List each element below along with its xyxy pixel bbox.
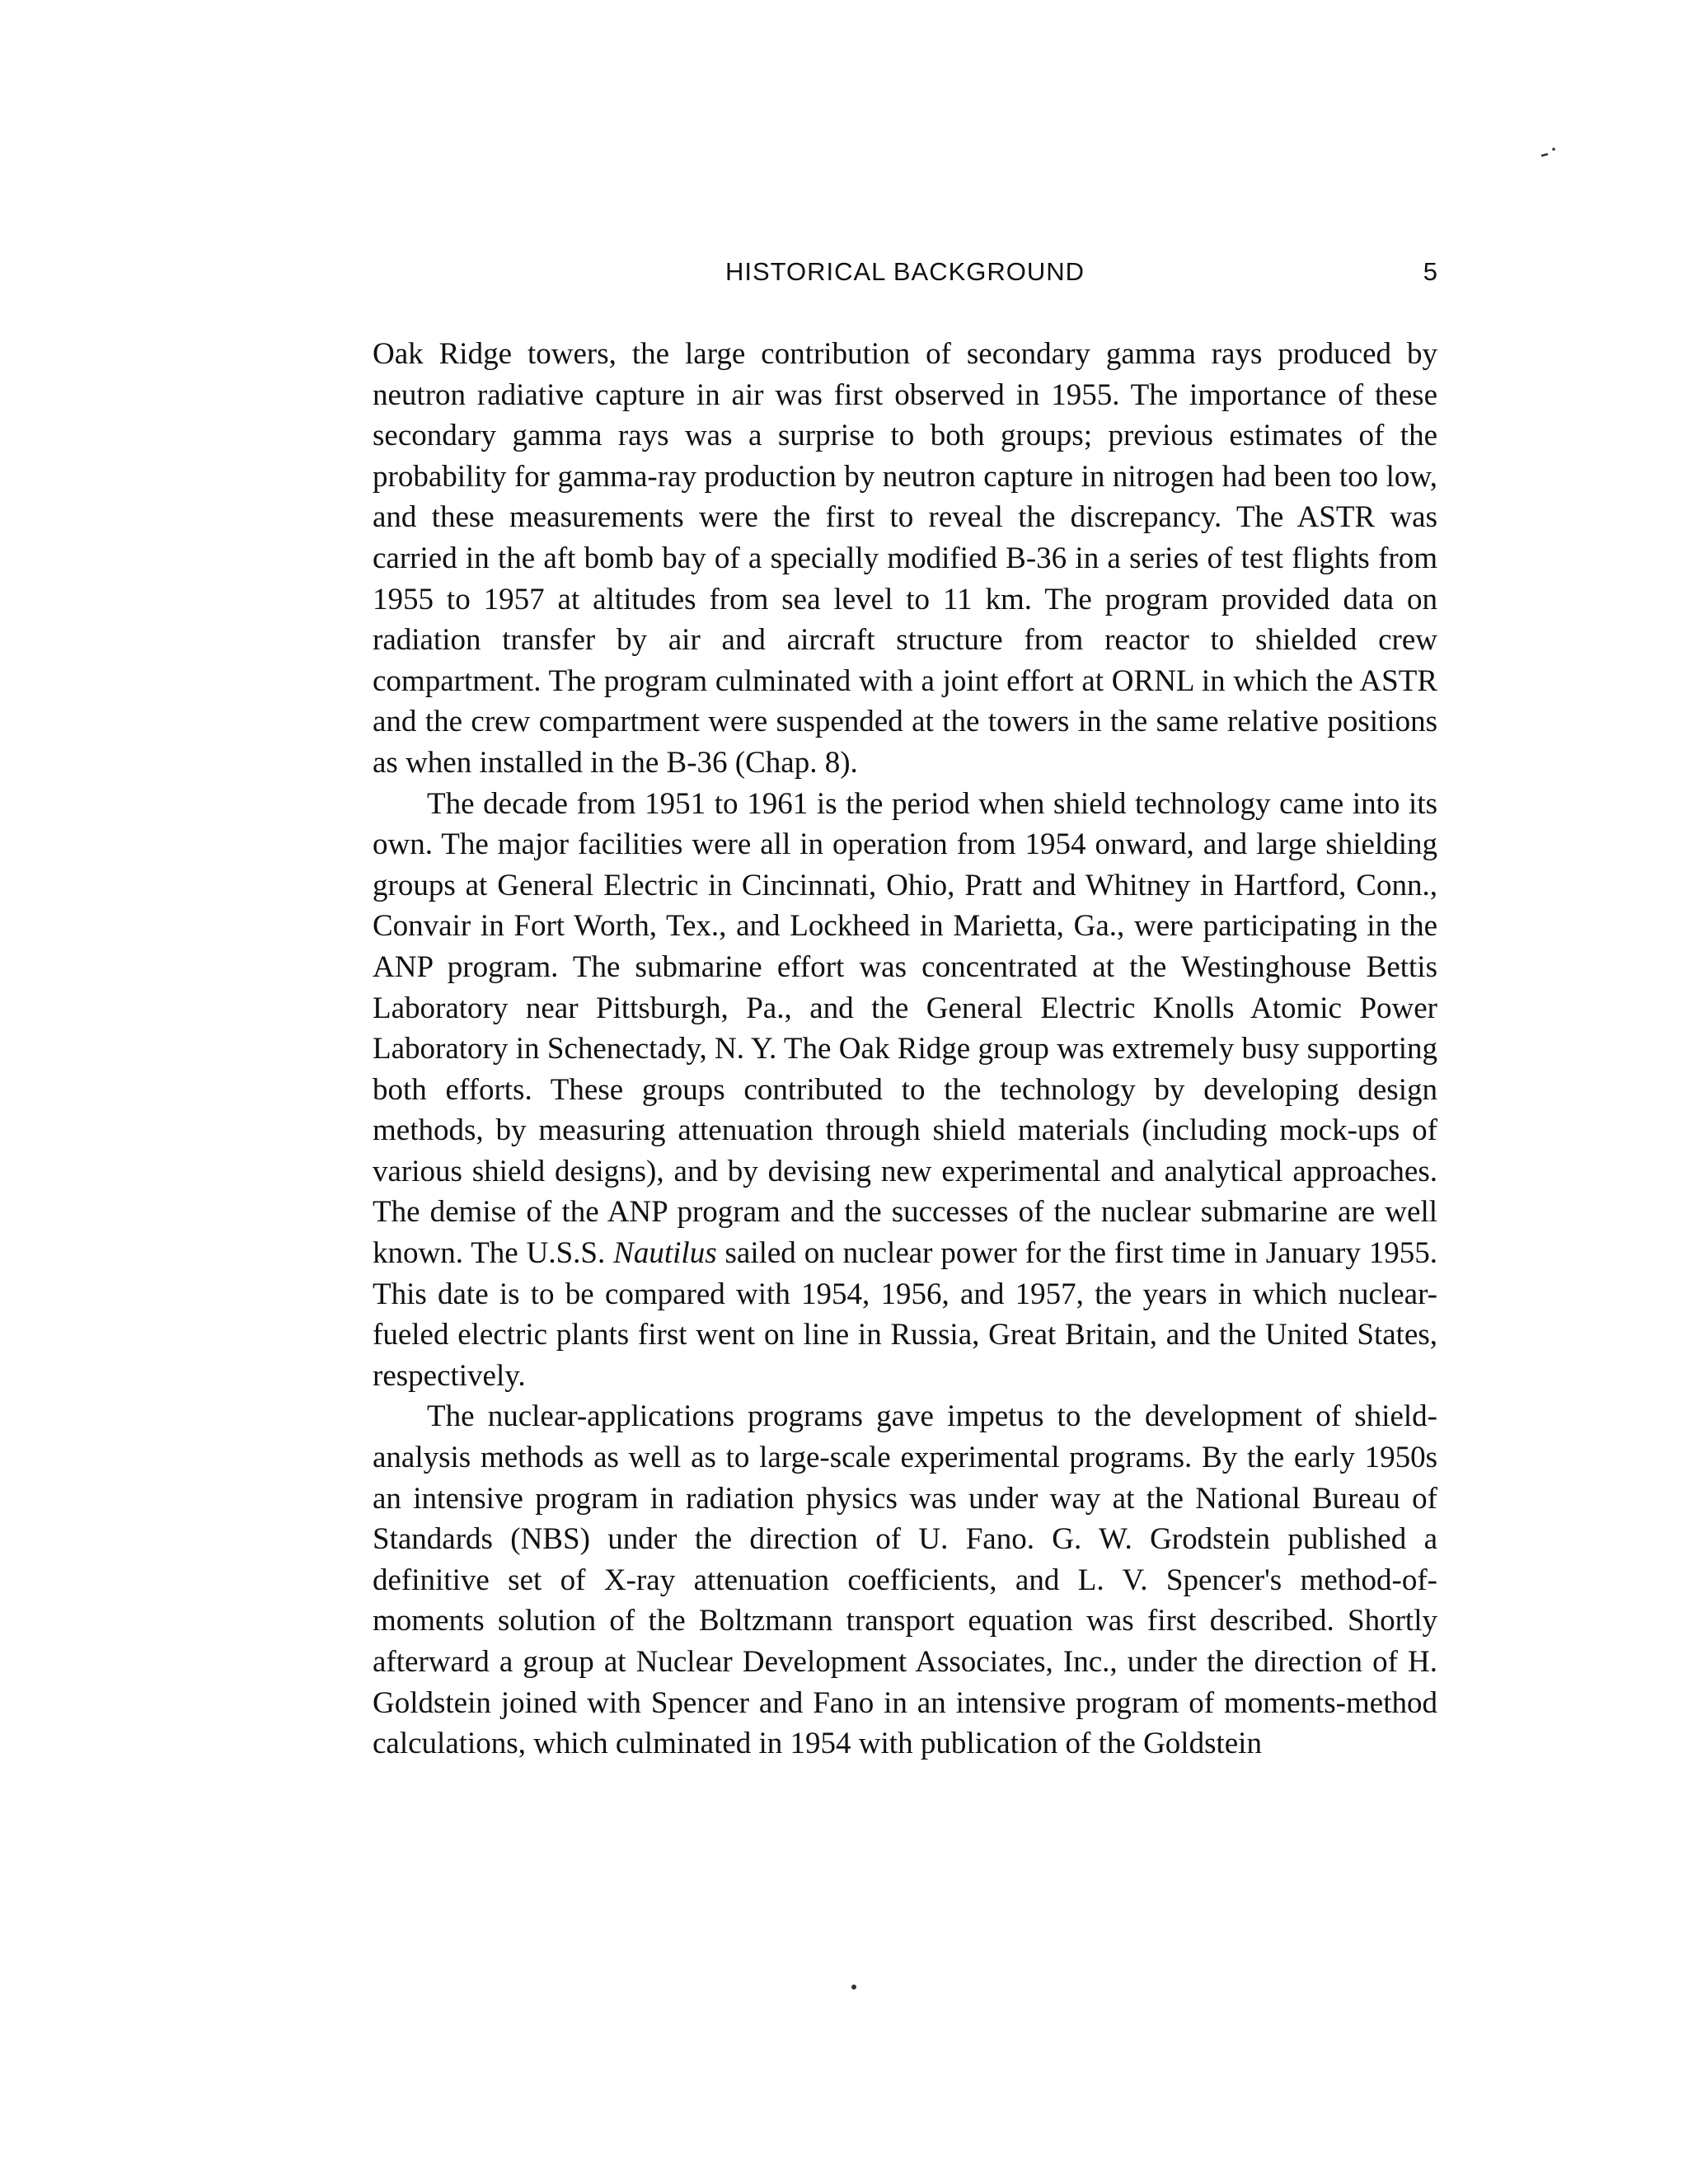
paragraph-2-text-b: sailed on nuclear power for the first time in January 1955. This date is to be compared with 1954, 1956, and 1957, the years in which nuclear-fueled electric plants first went on line in Russia, Great Britain, and the United States, respectively. bbox=[373, 1236, 1437, 1393]
body-text bbox=[373, 334, 1437, 1765]
running-title: HISTORICAL BACKGROUND bbox=[724, 257, 1085, 286]
paragraph-1: Oak Ridge towers, the large contribution of secondary gamma rays produced by neutron radiative capture in air was first observed in 1955. The importance of these secondary gamma rays was a surprise to both groups; previous estimates of the probability for gamma-ray production by neutron capture in nitrogen had been too low, and these measurements were the first to reveal the discrepancy. The ASTR was carried in the aft bomb bay of a specially modified B-36 in a series of test flights from 1955 to 1957 at altitudes from sea level to 11 km. The program provided data on radiation transfer by air and aircraft structure from reactor to shielded crew compartment. The program culminated with a joint effort at ORNL in which the ASTR and the crew compartment were suspended at the towers in the same relative positions as when installed in the B-36 (Chap. 8). bbox=[373, 337, 1437, 780]
paragraph-2-text-a: The decade from 1951 to 1961 is the period when shield technology came into its own. The major facilities were all in operation from 1954 onward, and large shielding groups at General Electric in Cincinnati, Ohio, Pratt and Whitney in Hartford, Conn., Convair in Fort Worth, Tex., and Lockheed in Marietta, Ga., were participating in the ANP program. The submarine effort was concentrated at the Westinghouse Bettis Laboratory near Pittsburgh, Pa., and the General Electric Knolls Atomic Power Laboratory in Schenectady, N. Y. The Oak Ridge group was extremely busy supporting both efforts. These groups contributed to the technology by developing design methods, by measuring attenuation through shield materials (including mock-ups of various shield designs), and by devising new experimental and analytical approaches. The demise of the ANP program and the successes of the nuclear submarine are well known. The U.S.S. bbox=[373, 786, 1437, 1271]
running-header bbox=[373, 254, 1437, 290]
page-number: 5 bbox=[1423, 257, 1437, 286]
scan-speck-mark bbox=[1540, 147, 1558, 158]
ship-name-italic: Nautilus bbox=[613, 1236, 717, 1271]
paragraph-2 bbox=[373, 784, 1437, 1397]
paragraph-3: The nuclear-applications programs gave impetus to the development of shield-analysis methods as well as to large-scale experimental programs. By the early 1950s an intensive program in radiation physics was under way at the National Bureau of Standards (NBS) under the direction of U. Fano. G. W. Grodstein published a definitive set of X-ray attenuation coefficients, and L. V. Spencer's method-of-moments solution of the Boltzmann transport equation was first described. Shortly afterward a group at Nuclear Development Associates, Inc., under the direction of H. Goldstein joined with Spencer and Fano in an intensive program of moments-method calculations, which culminated in 1954 with publication of the Goldstein bbox=[373, 1399, 1437, 1761]
scan-speck-dot bbox=[851, 1985, 856, 1990]
